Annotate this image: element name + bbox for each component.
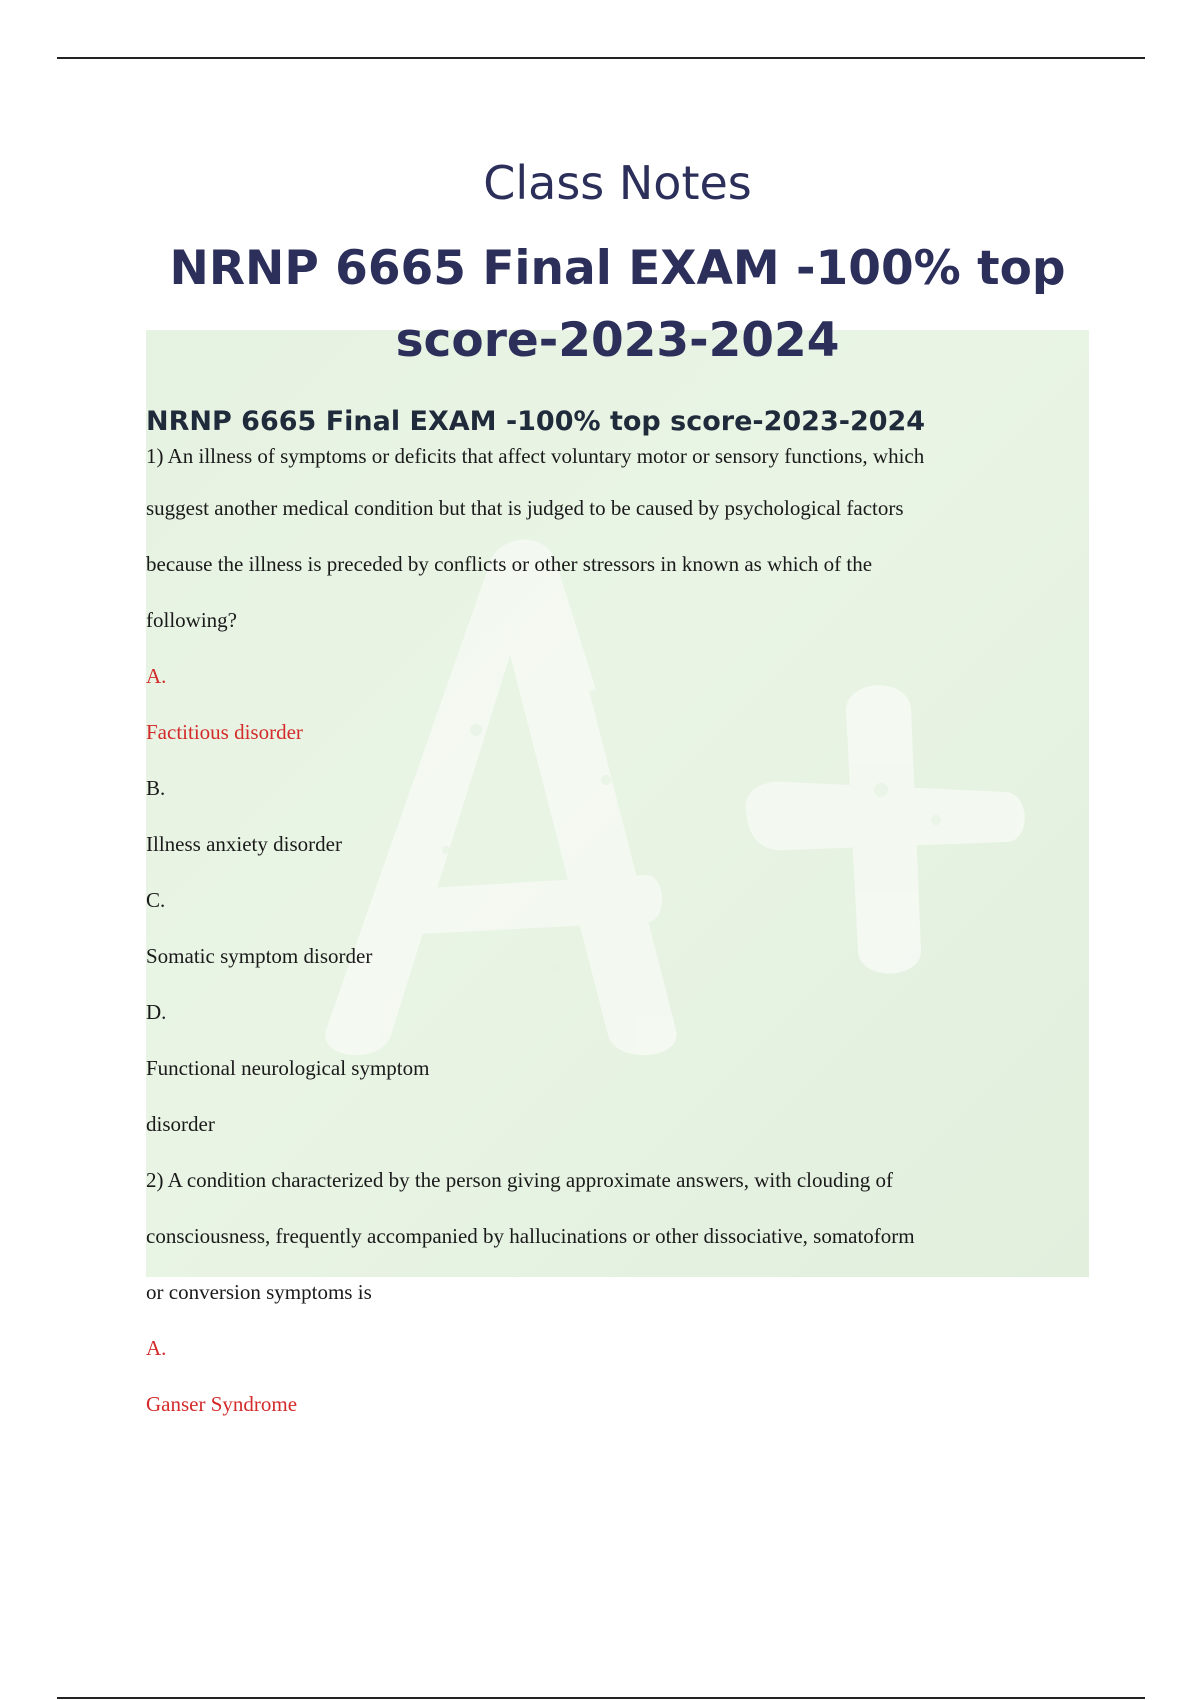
question-1-option-a-letter: A.: [146, 664, 167, 688]
document-body: [146, 400, 1066, 1432]
question-1-stem-line-1: 1) An illness of symptoms or deficits that affect voluntary motor or sensory functions, which: [146, 444, 925, 468]
top-rule: [57, 57, 1145, 59]
question-1-stem-line-2: suggest another medical condition but that is judged to be caused by psychological factors: [146, 496, 904, 520]
question-2-stem-line-1: 2) A condition characterized by the person giving approximate answers, with clouding of: [146, 1168, 894, 1192]
document-subtitle: NRNP 6665 Final EXAM -100% top score-2023-2024: [146, 406, 926, 437]
page-title: [0, 233, 1200, 377]
question-1-stem-line-4: following?: [146, 608, 237, 632]
bottom-rule: [57, 1697, 1145, 1699]
question-2-option-a-letter: A.: [146, 1336, 167, 1360]
question-2-option-a-text: Ganser Syndrome: [146, 1392, 298, 1416]
page-title-line-1: NRNP 6665 Final EXAM -100% top: [169, 241, 1066, 296]
question-1-option-b-letter: B.: [146, 776, 166, 800]
class-notes-label: Class Notes: [483, 156, 752, 210]
question-2-stem-line-3: or conversion symptoms is: [146, 1280, 372, 1304]
question-1-option-c-text: Somatic symptom disorder: [146, 944, 373, 968]
question-1-option-d-text-line-1: Functional neurological symptom: [146, 1056, 430, 1080]
question-2: [146, 1152, 1066, 1432]
question-1-option-b-text: Illness anxiety disorder: [146, 832, 342, 856]
page-title-line-2: score-2023-2024: [395, 313, 840, 368]
question-1-option-d-letter: D.: [146, 1000, 167, 1024]
question-1: [146, 440, 1066, 1152]
question-2-stem-line-2: consciousness, frequently accompanied by hallucinations or other dissociative, somatoform: [146, 1224, 915, 1248]
question-1-option-c-letter: C.: [146, 888, 166, 912]
question-1-option-a-text: Factitious disorder: [146, 720, 303, 744]
question-1-option-d-text-line-2: disorder: [146, 1112, 215, 1136]
question-1-stem-line-3: because the illness is preceded by conflicts or other stressors in known as which of the: [146, 552, 873, 576]
